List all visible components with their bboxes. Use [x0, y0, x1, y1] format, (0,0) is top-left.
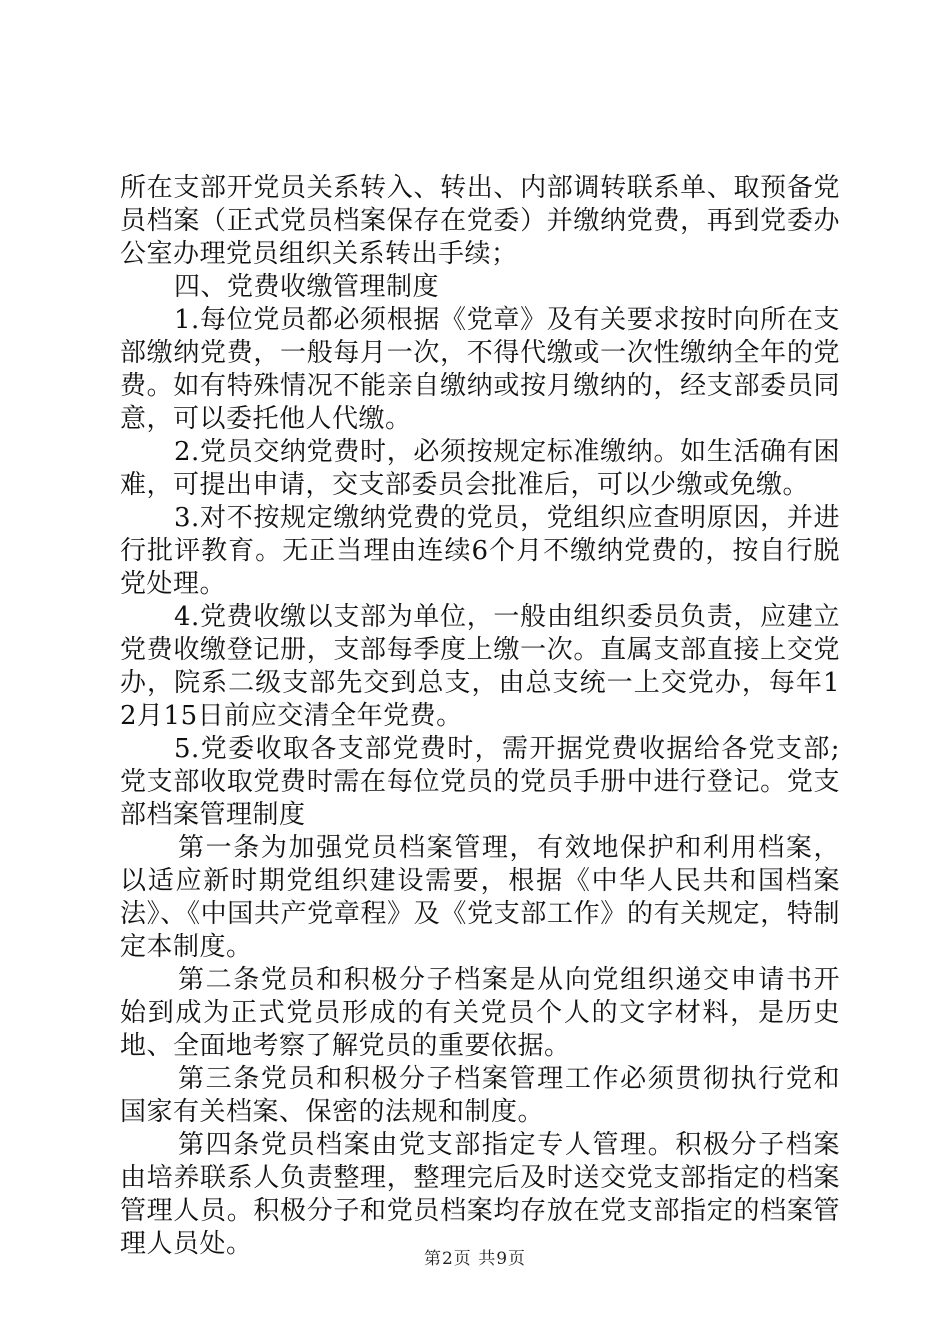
paragraph-dues-rule-5: 5.党委收取各支部党费时，需开据党费收据给各党支部;党支部收取党费时需在每位党员的党员手册中进行登记。党支部档案管理制度 — [120, 734, 840, 830]
paragraph-continuation: 所在支部开党员关系转入、转出、内部调转联系单、取预备党员档案（正式党员档案保存在党委）并缴纳党费，再到党委办公室办理党员组织关系转出手续； — [120, 173, 840, 269]
paragraph-dues-rule-1: 1.每位党员都必须根据《党章》及有关要求按时向所在支部缴纳党费，一般每月一次，不得代缴或一次性缴纳全年的党费。如有特殊情况不能亲自缴纳或按月缴纳的，经支部委员同意，可以委托他人代缴。 — [120, 305, 840, 434]
paragraph-article-3: 第三条党员和积极分子档案管理工作必须贯彻执行党和国家有关档案、保密的法规和制度。 — [120, 1064, 840, 1127]
paragraph-dues-rule-4: 4.党费收缴以支部为单位，一般由组织委员负责，应建立党费收缴登记册，支部每季度上缴一次。直属支部直接上交党办，院系二级支部先交到总支，由总支统一上交党办，每年12月15日前应交清全年党费。 — [120, 602, 840, 731]
paragraph-dues-rule-3: 3.对不按规定缴纳党费的党员，党组织应查明原因，并进行批评教育。无正当理由连续6个月不缴纳党费的，按自行脱党处理。 — [120, 503, 840, 599]
paragraph-article-1: 第一条为加强党员档案管理，有效地保护和利用档案，以适应新时期党组织建设需要，根据《中华人民共和国档案法》、《中国共产党章程》及《党支部工作》的有关规定，特制定本制度。 — [120, 833, 840, 962]
section-heading-dues: 四、党费收缴管理制度 — [174, 272, 440, 302]
paragraph-article-4: 第四条党员档案由党支部指定专人管理。积极分子档案由培养联系人负责整理，整理完后及时送交党支部指定的档案管理人员。积极分子和党员档案均存放在党支部指定的档案管理人员处。 — [120, 1130, 840, 1259]
document-body — [120, 172, 840, 1261]
paragraph-article-2: 第二条党员和积极分子档案是从向党组织递交申请书开始到成为正式党员形成的有关党员个人的文字材料，是历史地、全面地考察了解党员的重要依据。 — [120, 965, 840, 1061]
page-number-footer: 第2页 共9页 — [423, 1249, 527, 1269]
paragraph-dues-rule-2: 2.党员交纳党费时，必须按规定标准缴纳。如生活确有困难，可提出申请，交支部委员会批准后，可以少缴或免缴。 — [120, 437, 840, 500]
